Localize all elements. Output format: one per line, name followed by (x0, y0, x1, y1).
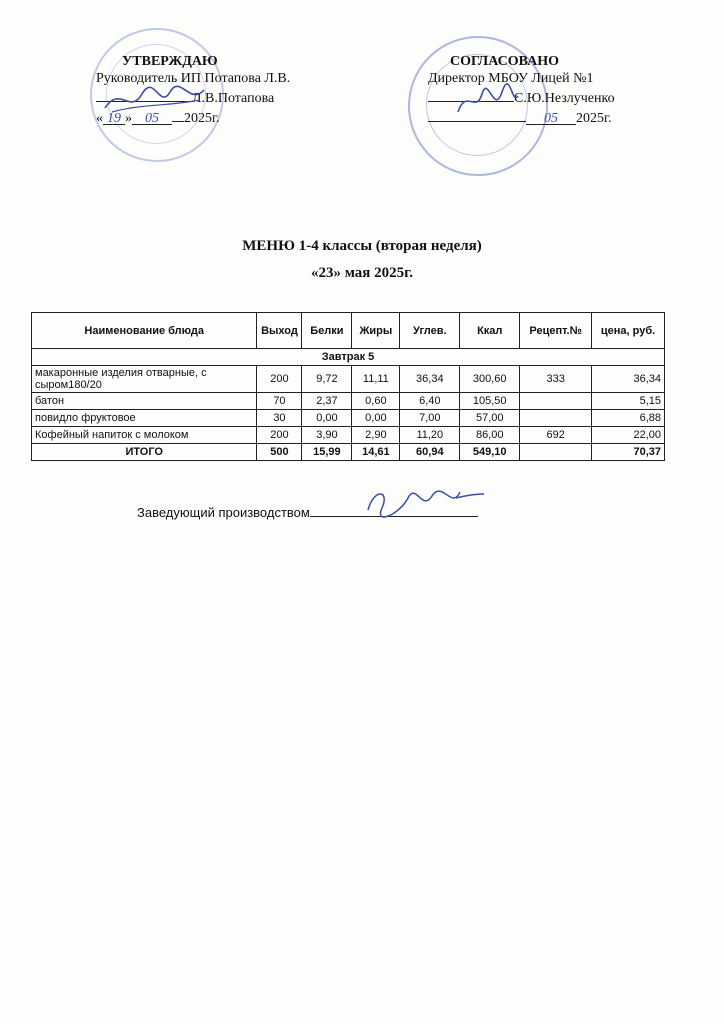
cell-dish: батон (32, 393, 257, 410)
table-row (32, 393, 665, 410)
cell-dish: макаронные изделия отварные, с сыром180/20 (32, 366, 257, 393)
signature-approver (100, 80, 210, 120)
table-row (32, 427, 665, 444)
cell-carbs: 11,20 (400, 427, 460, 444)
header-proteins: Белки (302, 313, 352, 349)
total-fats: 14,61 (352, 444, 400, 461)
cell-yield: 30 (257, 410, 302, 427)
signature-manager (360, 484, 490, 524)
header-fats: Жиры (352, 313, 400, 349)
cell-kcal: 300,60 (460, 366, 520, 393)
total-price: 70,37 (592, 444, 665, 461)
cell-price: 6,88 (592, 410, 665, 427)
cell-proteins: 9,72 (302, 366, 352, 393)
cell-fats: 0,00 (352, 410, 400, 427)
cell-yield: 70 (257, 393, 302, 410)
table-row (32, 366, 665, 393)
production-manager-label: Заведующий производством (137, 505, 310, 520)
approval-position: Руководитель ИП Потапова Л.В. (96, 71, 291, 86)
cell-price: 36,34 (592, 366, 665, 393)
cell-carbs: 36,34 (400, 366, 460, 393)
cell-kcal: 105,50 (460, 393, 520, 410)
cell-kcal: 57,00 (460, 410, 520, 427)
cell-fats: 11,11 (352, 366, 400, 393)
quote-open: « (96, 111, 103, 126)
agreement-heading: СОГЛАСОВАНО (450, 54, 559, 69)
approval-signer: Л.В.Потапова (192, 91, 275, 106)
cell-recipe: 692 (520, 427, 592, 444)
agreement-position: Директор МБОУ Лицей №1 (428, 71, 594, 86)
total-label: ИТОГО (32, 444, 257, 461)
cell-proteins: 0,00 (302, 410, 352, 427)
cell-proteins: 2,37 (302, 393, 352, 410)
cell-carbs: 7,00 (400, 410, 460, 427)
cell-recipe (520, 393, 592, 410)
cell-yield: 200 (257, 427, 302, 444)
approval-day: 19 (103, 110, 125, 125)
agreement-signer: С.Ю.Незлученко (514, 91, 615, 106)
table-header-row (32, 313, 665, 349)
total-recipe (520, 444, 592, 461)
total-yield: 500 (257, 444, 302, 461)
header-kcal: Ккал (460, 313, 520, 349)
section-row (32, 349, 665, 366)
cell-price: 5,15 (592, 393, 665, 410)
menu-title: МЕНЮ 1-4 классы (вторая неделя) (242, 238, 482, 254)
cell-fats: 2,90 (352, 427, 400, 444)
header-dish-name: Наименование блюда (32, 313, 257, 349)
cell-recipe: 333 (520, 366, 592, 393)
cell-proteins: 3,90 (302, 427, 352, 444)
section-label: Завтрак 5 (32, 349, 665, 366)
menu-date: «23» мая 2025г. (310, 265, 414, 281)
total-kcal: 549,10 (460, 444, 520, 461)
cell-price: 22,00 (592, 427, 665, 444)
header-carbs: Углев. (400, 313, 460, 349)
total-carbs: 60,94 (400, 444, 460, 461)
menu-table (31, 312, 665, 461)
header-price: цена, руб. (592, 313, 665, 349)
total-proteins: 15,99 (302, 444, 352, 461)
cell-kcal: 86,00 (460, 427, 520, 444)
quote-close: » (125, 111, 132, 126)
cell-carbs: 6,40 (400, 393, 460, 410)
cell-yield: 200 (257, 366, 302, 393)
agreement-year: 2025г. (576, 111, 612, 126)
signature-director (452, 82, 522, 122)
approval-month: 05 (132, 110, 172, 125)
approval-heading: УТВЕРЖДАЮ (122, 54, 218, 69)
cell-recipe (520, 410, 592, 427)
cell-dish: Кофейный напиток с молоком (32, 427, 257, 444)
agreement-month: 05 (526, 110, 576, 125)
header-recipe: Рецепт.№ (520, 313, 592, 349)
cell-dish: повидло фруктовое (32, 410, 257, 427)
cell-fats: 0,60 (352, 393, 400, 410)
total-row (32, 444, 665, 461)
table-row (32, 410, 665, 427)
approval-year: 2025г. (184, 111, 220, 126)
header-yield: Выход (257, 313, 302, 349)
